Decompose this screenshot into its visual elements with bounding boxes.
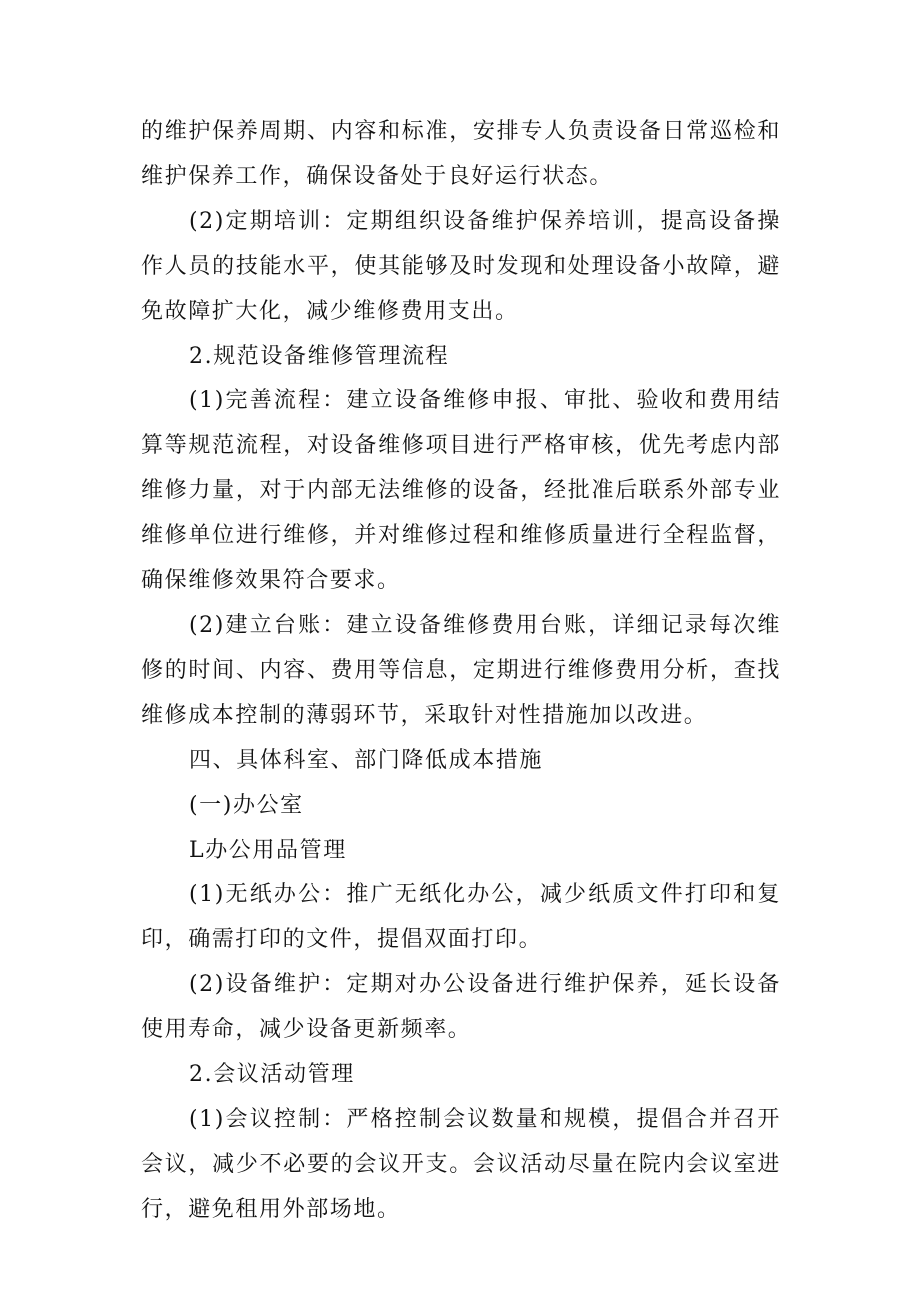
paragraph-paperless-office: (1)无纸办公：推广无纸化办公，减少纸质文件打印和复印，确需打印的文件，提倡双面打印。 [141,882,781,953]
paragraph-improve-process: (1)完善流程：建立设备维修申报、审批、验收和费用结算等规范流程，对设备维修项目进行严格审核，优先考虑内部维修力量，对于内部无法维修的设备，经批准后联系外部专业维修单位进行维修，并对维修过程和维修质量进行全程监督，确保维修效果符合要求。 [141,388,781,594]
paragraph-regular-training: (2)定期培训：定期组织设备维护保养培训，提高设备操作人员的技能水平，使其能够及时发现和处理设备小故障，避免故障扩大化，减少维修费用支出。 [141,208,781,324]
heading-standardize-repair-process: 2.规范设备维修管理流程 [189,343,450,369]
heading-office: (一)办公室 [189,792,304,818]
paragraph-meeting-control: (1)会议控制：严格控制会议数量和规模，提倡合并召开会议，减少不必要的会议开支。会议活动尽量在院内会议室进行，避免租用外部场地。 [141,1106,781,1222]
document-body [141,110,781,1233]
paragraph-equipment-maintenance: (2)设备维护：定期对办公设备进行维护保养，延长设备使用寿命，减少设备更新频率。 [141,972,781,1043]
heading-meeting-management: 2.会议活动管理 [189,1062,355,1088]
paragraph-continuation: 的维护保养周期、内容和标准，安排专人负责设备日常巡检和维护保养工作，确保设备处于良好运行状态。 [141,119,781,189]
paragraph-establish-ledger: (2)建立台账：建立设备维修费用台账，详细记录每次维修的时间、内容、费用等信息，定期进行维修费用分析，查找维修成本控制的薄弱环节，采取针对性措施加以改进。 [141,612,781,728]
heading-section-four: 四、具体科室、部门降低成本措施 [189,747,544,773]
heading-office-supplies: L办公用品管理 [189,837,347,863]
